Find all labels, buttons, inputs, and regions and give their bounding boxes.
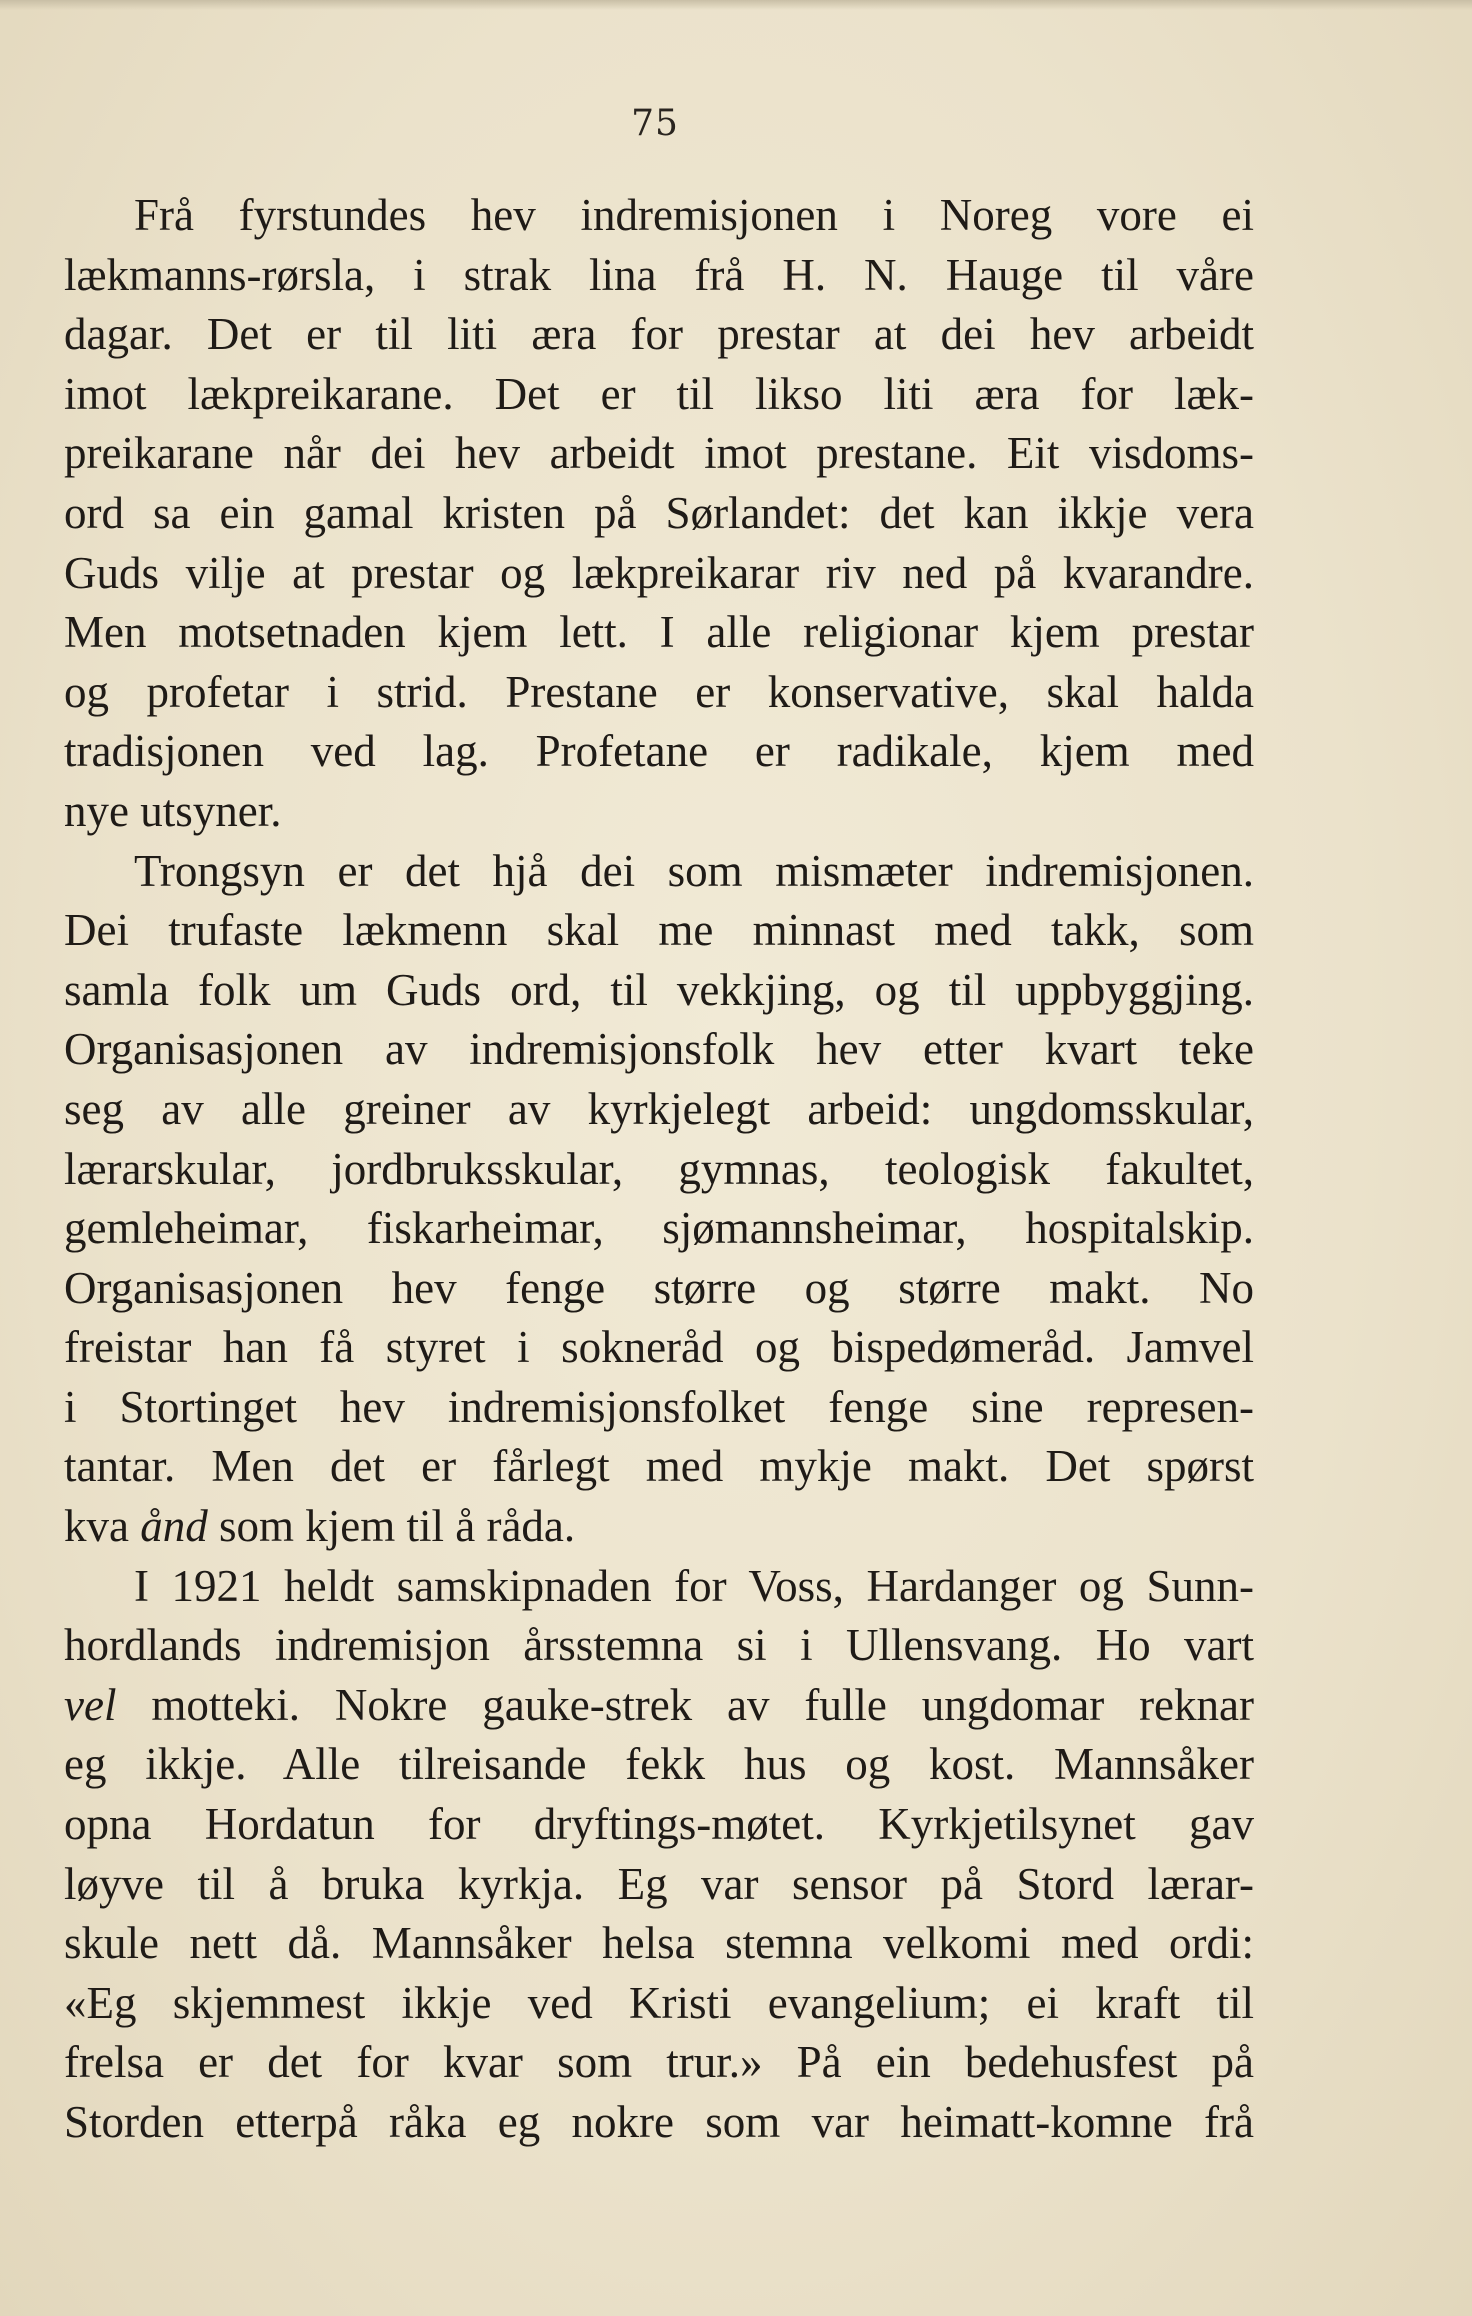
text-line: opna Hordatun for dryftings-møtet. Kyrkjetilsynet gav <box>64 1799 1254 1850</box>
text-line: Dei trufaste lækmenn skal me minnast med takk, som <box>64 905 1254 956</box>
text-line: Organisasjonen av indremisjonsfolk hev etter kvart teke <box>64 1024 1254 1075</box>
text-line: ord sa ein gamal kristen på Sørlandet: det kan ikkje vera <box>64 487 1254 538</box>
page-number: 75 <box>631 103 679 144</box>
text-line: hordlands indremisjon årsstemna si i Ullensvang. Ho vart <box>64 1620 1254 1671</box>
text-line: i Stortinget hev indremisjonsfolket fenge sine represen- <box>64 1381 1254 1432</box>
text-line: I 1921 heldt samskipnaden for Voss, Hardanger og Sunn- <box>134 1560 1254 1611</box>
text-line: kva ånd som kjem til å råda. <box>64 1501 576 1552</box>
body-text <box>64 186 1254 2153</box>
text-line: Trongsyn er det hjå dei som mismæter indremisjonen. <box>134 845 1254 896</box>
text-line: lækmanns-rørsla, i strak lina frå H. N. Hauge til våre <box>64 249 1254 300</box>
paragraph-1 <box>64 186 1254 842</box>
page-top-edge <box>0 0 1472 10</box>
text-line: og profetar i strid. Prestane er konservative, skal halda <box>64 666 1254 717</box>
text-line: skule nett då. Mannsåker helsa stemna velkomi med ordi: <box>64 1918 1254 1969</box>
text-line: Organisasjonen hev fenge større og større makt. No <box>64 1262 1254 1313</box>
paragraph-3 <box>64 1557 1254 2153</box>
text-line: Guds vilje at prestar og lækpreikarar riv ned på kvarandre. <box>64 547 1254 598</box>
text-line: vel motteki. Nokre gauke-strek av fulle ungdomar reknar <box>64 1679 1254 1730</box>
text-line: seg av alle greiner av kyrkjelegt arbeid: ungdomsskular, <box>64 1083 1254 1134</box>
text-line: Frå fyrstundes hev indremisjonen i Noreg vore ei <box>134 190 1254 240</box>
text-line: nye utsyner. <box>64 785 282 836</box>
text-line: tradisjonen ved lag. Profetane er radikale, kjem med <box>64 726 1254 777</box>
text-line: dagar. Det er til liti æra for prestar at dei hev arbeidt <box>64 309 1254 360</box>
text-line: gemleheimar, fiskarheimar, sjømannsheimar, hospitalskip. <box>64 1203 1254 1254</box>
emphasized-word: ånd <box>140 1501 208 1552</box>
text-line: Storden etterpå råka eg nokre som var heimatt-komne frå <box>64 2097 1254 2147</box>
text-line: eg ikkje. Alle tilreisande fekk hus og kost. Mannsåker <box>64 1739 1254 1790</box>
text-line: lærarskular, jordbruksskular, gymnas, teologisk fakultet, <box>64 1143 1254 1194</box>
text-line: freistar han få styret i sokneråd og bispedømeråd. Jamvel <box>64 1322 1254 1373</box>
paragraph-2 <box>64 842 1254 1557</box>
text-line: tantar. Men det er fårlegt med mykje makt. Det spørst <box>64 1441 1254 1492</box>
text-line: frelsa er det for kvar som trur.» På ein bedehusfest på <box>64 2037 1254 2088</box>
emphasized-word: vel <box>64 1679 117 1730</box>
text-line: Men motsetnaden kjem lett. I alle religionar kjem prestar <box>64 607 1254 658</box>
text-line: samla folk um Guds ord, til vekkjing, og til uppbyggjing. <box>64 964 1254 1015</box>
text-line: løyve til å bruka kyrkja. Eg var sensor på Stord lærar- <box>64 1858 1254 1909</box>
text-line: imot lækpreikarane. Det er til likso liti æra for læk- <box>64 368 1254 419</box>
text-line: «Eg skjemmest ikkje ved Kristi evangelium; ei kraft til <box>64 1977 1254 2028</box>
text-line: preikarane når dei hev arbeidt imot prestane. Eit visdoms- <box>64 428 1254 479</box>
